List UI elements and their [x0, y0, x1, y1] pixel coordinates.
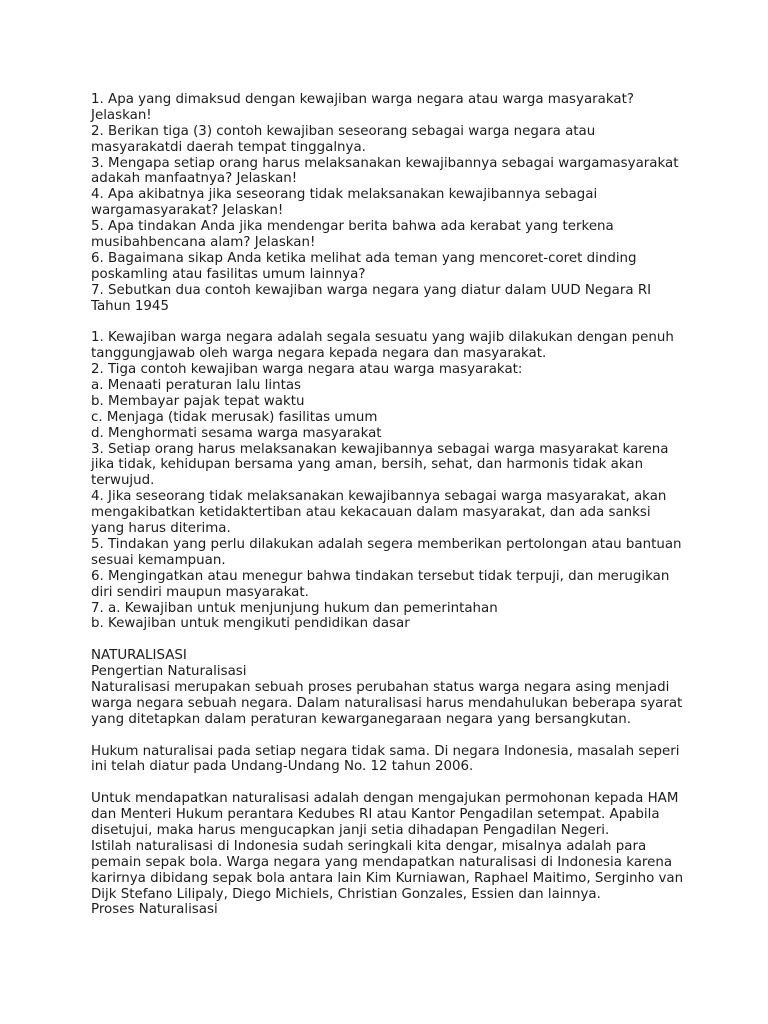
- paragraph-line: Untuk mendapatkan naturalisasi adalah dengan mengajukan permohonan kepada HAM: [91, 791, 679, 807]
- naturalisasi-paragraph-3: [91, 791, 691, 902]
- naturalisasi-paragraph-1: [91, 680, 691, 728]
- answer-line: 6. Mengingatkan atau menegur bahwa tindakan tersebut tidak terpuji, dan merugikan: [91, 568, 670, 584]
- question-line: 6. Bagaimana sikap Anda ketika melihat ada teman yang mencoret-coret dinding: [91, 250, 637, 266]
- question-line: 5. Apa tindakan Anda jika mendengar berita bahwa ada kerabat yang terkena: [91, 219, 614, 235]
- answer-line: d. Menghormati sesama warga masyarakat: [91, 425, 382, 441]
- naturalisasi-paragraph-2: [91, 744, 691, 776]
- section-heading: NATURALISASI: [91, 648, 187, 664]
- paragraph-gap: [91, 632, 691, 648]
- answer-line: sesuai kemampuan.: [91, 552, 226, 568]
- answer-line: c. Menjaga (tidak merusak) fasilitas umum: [91, 409, 378, 425]
- question-line: adakah manfaatnya? Jelaskan!: [91, 171, 298, 187]
- paragraph-line: Dijk Stefano Lilipaly, Diego Michiels, Christian Gonzales, Essien dan lainnya.: [91, 886, 601, 902]
- answer-line: diri sendiri maupun masyarakat.: [91, 584, 309, 600]
- question-line: 7. Sebutkan dua contoh kewajiban warga negara yang diatur dalam UUD Negara RI: [91, 282, 652, 298]
- answer-line: 4. Jika seseorang tidak melaksanakan kewajibannya sebagai warga masyarakat, akan: [91, 489, 667, 505]
- answer-line: tanggungjawab oleh warga negara kepada negara dan masyarakat.: [91, 346, 547, 362]
- paragraph-line: Hukum naturalisai pada setiap negara tidak sama. Di negara Indonesia, masalah seperi: [91, 743, 680, 759]
- paragraph-gap: [91, 775, 691, 791]
- answer-line: 2. Tiga contoh kewajiban warga negara atau warga masyarakat:: [91, 362, 523, 378]
- answer-line: 7. a. Kewajiban untuk menjunjung hukum dan pemerintahan: [91, 600, 498, 616]
- paragraph-gap: [91, 314, 691, 330]
- question-line: 3. Mengapa setiap orang harus melaksanakan kewajibannya sebagai wargamasyarakat: [91, 155, 679, 171]
- answer-line: 5. Tindakan yang perlu dilakukan adalah segera memberikan pertolongan atau bantuan: [91, 536, 682, 552]
- answer-line: b. Kewajiban untuk mengikuti pendidikan dasar: [91, 616, 410, 632]
- question-line: musibahbencana alam? Jelaskan!: [91, 235, 316, 251]
- answer-line: a. Menaati peraturan lalu lintas: [91, 378, 302, 394]
- answer-line: jika tidak, kehidupan bersama yang aman, bersih, sehat, dan harmonis tidak akan: [91, 457, 644, 473]
- answer-line: b. Membayar pajak tepat waktu: [91, 393, 305, 409]
- paragraph-line: pemain sepak bola. Warga negara yang mendapatkan naturalisasi di Indonesia karena: [91, 854, 673, 870]
- section-subheading: Pengertian Naturalisasi: [91, 664, 247, 680]
- paragraph-line: ini telah diatur pada Undang-Undang No. 12 tahun 2006.: [91, 759, 474, 775]
- question-line: 4. Apa akibatnya jika seseorang tidak melaksanakan kewajibannya sebagai: [91, 187, 598, 203]
- paragraph-line: yang ditetapkan dalam peraturan kewarganegaraan negara yang bersangkutan.: [91, 711, 632, 727]
- answers-list: [91, 330, 691, 632]
- question-line: 2. Berikan tiga (3) contoh kewajiban seseorang sebagai warga negara atau: [91, 123, 596, 139]
- answer-line: 1. Kewajiban warga negara adalah segala sesuatu yang wajib dilakukan dengan penuh: [91, 330, 674, 346]
- answer-line: mengakibatkan ketidaktertiban atau kekacauan dalam masyarakat, dan ada sanksi: [91, 505, 651, 521]
- paragraph-gap: [91, 728, 691, 744]
- question-line: wargamasyarakat? Jelaskan!: [91, 203, 284, 219]
- paragraph-line: Naturalisasi merupakan sebuah proses perubahan status warga negara asing menjadi: [91, 679, 670, 695]
- naturalisasi-section: [91, 648, 691, 918]
- section-subheading: Proses Naturalisasi: [91, 902, 218, 918]
- question-line: Tahun 1945: [91, 298, 169, 314]
- paragraph-line: warga negara sebuah negara. Dalam naturalisasi harus mendahulukan beberapa syarat: [91, 695, 683, 711]
- document-body: [91, 92, 691, 918]
- paragraph-line: Istilah naturalisasi di Indonesia sudah seringkali kita dengar, misalnya adalah para: [91, 838, 647, 854]
- answer-line: terwujud.: [91, 473, 155, 489]
- paragraph-line: dan Menteri Hukum perantara Kedubes RI atau Kantor Pengadilan setempat. Apabila: [91, 807, 660, 823]
- answer-line: 3. Setiap orang harus melaksanakan kewajibannya sebagai warga masyarakat karena: [91, 441, 669, 457]
- questions-list: [91, 92, 691, 314]
- paragraph-line: disetujui, maka harus mengucapkan janji setia dihadapan Pengadilan Negeri.: [91, 822, 610, 838]
- question-line: masyarakatdi daerah tempat tinggalnya.: [91, 139, 366, 155]
- question-line: Jelaskan!: [91, 107, 152, 123]
- answer-line: yang harus diterima.: [91, 521, 231, 537]
- question-line: poskamling atau fasilitas umum lainnya?: [91, 266, 366, 282]
- paragraph-line: karirnya dibidang sepak bola antara lain Kim Kurniawan, Raphael Maitimo, Serginho van: [91, 870, 684, 886]
- question-line: 1. Apa yang dimaksud dengan kewajiban warga negara atau warga masyarakat?: [91, 92, 634, 107]
